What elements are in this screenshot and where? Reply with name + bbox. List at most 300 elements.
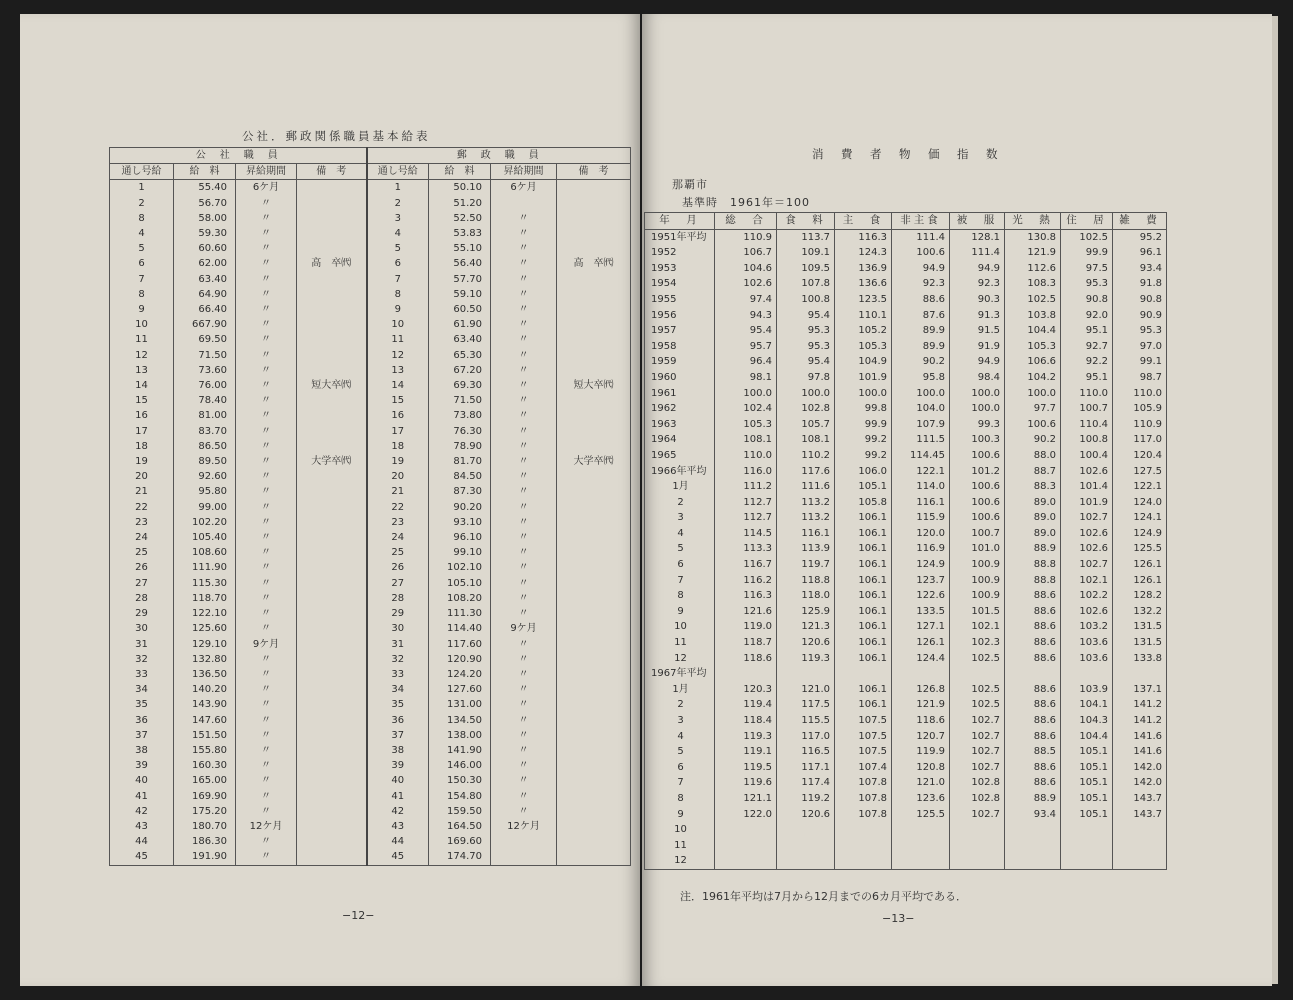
- cpi-value-cell: 102.7: [950, 760, 1005, 776]
- cpi-value-cell: 120.6: [777, 635, 835, 651]
- salary-cell: 21: [367, 484, 429, 499]
- salary-cell: [557, 530, 631, 545]
- salary-cell: [557, 439, 631, 454]
- table-row: [110, 697, 631, 712]
- cpi-value-cell: 91.8: [1113, 276, 1167, 292]
- salary-cell: 〃: [236, 439, 297, 454]
- cpi-value-cell: 108.3: [1005, 276, 1061, 292]
- cpi-value-cell: 111.6: [777, 479, 835, 495]
- cpi-value-cell: 107.5: [835, 729, 892, 745]
- salary-cell: 〃: [236, 348, 297, 363]
- salary-cell: [297, 241, 367, 256]
- table-row: [110, 500, 631, 515]
- salary-cell: 〃: [236, 469, 297, 484]
- salary-cell: 〃: [491, 226, 557, 241]
- table-row: [110, 606, 631, 621]
- cpi-value-cell: 132.2: [1113, 604, 1167, 620]
- salary-cell: 102.20: [174, 515, 236, 530]
- cpi-table-title: 消 費 者 物 価 指 数: [812, 147, 1001, 161]
- cpi-period-cell: 3: [645, 713, 715, 729]
- cpi-period-cell: 1957: [645, 323, 715, 339]
- salary-cell: 58.00: [174, 211, 236, 226]
- salary-cell: 59.10: [429, 287, 491, 302]
- cpi-value-cell: 112.6: [1005, 261, 1061, 277]
- table-row: [110, 637, 631, 652]
- cpi-value-cell: 119.4: [715, 697, 777, 713]
- cpi-period-cell: 4: [645, 526, 715, 542]
- salary-cell: 〃: [236, 500, 297, 515]
- cpi-value-cell: 96.4: [715, 354, 777, 370]
- cpi-value-cell: 116.0: [715, 464, 777, 480]
- salary-cell: 66.40: [174, 302, 236, 317]
- table-row: [645, 604, 1167, 620]
- cpi-value-cell: 101.0: [950, 541, 1005, 557]
- cpi-value-cell: 104.1: [1061, 697, 1113, 713]
- salary-cell: 〃: [491, 348, 557, 363]
- table-row: [645, 682, 1167, 698]
- salary-cell: [557, 363, 631, 378]
- cpi-value-cell: 103.2: [1061, 619, 1113, 635]
- cpi-value-cell: 122.1: [1113, 479, 1167, 495]
- salary-cell: 83.70: [174, 424, 236, 439]
- salary-cell: 26: [367, 560, 429, 575]
- table-row: [110, 804, 631, 819]
- cpi-value-cell: 99.2: [835, 448, 892, 464]
- cpi-value-cell: 88.6: [1005, 697, 1061, 713]
- cpi-period-cell: 8: [645, 588, 715, 604]
- left-page: [20, 14, 640, 986]
- salary-cell: 19: [367, 454, 429, 469]
- cpi-value-cell: 95.7: [715, 339, 777, 355]
- table-row: [645, 697, 1167, 713]
- salary-cell: 9ケ月: [236, 637, 297, 652]
- cpi-value-cell: 107.8: [835, 775, 892, 791]
- cpi-column-header-row: [645, 213, 1167, 230]
- salary-cell: [297, 348, 367, 363]
- salary-cell: [557, 591, 631, 606]
- salary-cell: [297, 484, 367, 499]
- salary-cell: 38: [110, 743, 174, 758]
- salary-cell: 92.60: [174, 469, 236, 484]
- right-page: [642, 14, 1272, 986]
- table-row: [645, 261, 1167, 277]
- table-row: [110, 530, 631, 545]
- salary-cell: 51.20: [429, 196, 491, 211]
- cpi-value-cell: [1113, 666, 1167, 682]
- table-row: [110, 302, 631, 317]
- cpi-value-cell: 101.4: [1061, 479, 1113, 495]
- salary-cell: 17: [110, 424, 174, 439]
- cpi-value-cell: 88.6: [1005, 635, 1061, 651]
- salary-cell: 89.50: [174, 454, 236, 469]
- cpi-value-cell: 90.8: [1113, 292, 1167, 308]
- cpi-value-cell: 116.2: [715, 573, 777, 589]
- cpi-value-cell: 88.6: [1005, 729, 1061, 745]
- table-row: [110, 713, 631, 728]
- salary-cell: 〃: [236, 697, 297, 712]
- base-year-label: 基準時 1961年＝100: [682, 196, 810, 209]
- salary-cell: 78.40: [174, 393, 236, 408]
- cpi-value-cell: 92.0: [1061, 308, 1113, 324]
- salary-cell: [557, 226, 631, 241]
- cpi-value-cell: 106.1: [835, 573, 892, 589]
- table-row: [645, 760, 1167, 776]
- salary-cell: 〃: [236, 287, 297, 302]
- cpi-value-cell: [1061, 838, 1113, 854]
- cpi-value-cell: 107.4: [835, 760, 892, 776]
- cpi-value-cell: 100.7: [950, 526, 1005, 542]
- cpi-value-cell: 106.1: [835, 635, 892, 651]
- cpi-value-cell: 105.7: [777, 417, 835, 433]
- cpi-value-cell: 102.4: [715, 401, 777, 417]
- cpi-value-cell: 115.5: [777, 713, 835, 729]
- salary-cell: 180.70: [174, 819, 236, 834]
- salary-cell: [297, 332, 367, 347]
- cpi-value-cell: 88.3: [1005, 479, 1061, 495]
- salary-cell: 15: [110, 393, 174, 408]
- cpi-value-cell: 91.5: [950, 323, 1005, 339]
- table-row: [645, 838, 1167, 854]
- salary-cell: 6: [367, 256, 429, 271]
- table-row: [110, 454, 631, 469]
- salary-cell: 〃: [491, 591, 557, 606]
- cpi-value-cell: [950, 853, 1005, 869]
- salary-cell: 138.00: [429, 728, 491, 743]
- cpi-value-cell: 114.0: [892, 479, 950, 495]
- cpi-value-cell: [892, 838, 950, 854]
- city-label: 那覇市: [672, 178, 708, 191]
- salary-cell: 36: [110, 713, 174, 728]
- cpi-value-cell: 94.3: [715, 308, 777, 324]
- salary-cell: [297, 652, 367, 667]
- cpi-value-cell: 100.3: [950, 432, 1005, 448]
- cpi-value-cell: 92.3: [892, 276, 950, 292]
- salary-cell: 45: [110, 849, 174, 865]
- cpi-value-cell: 118.8: [777, 573, 835, 589]
- salary-cell: 146.00: [429, 758, 491, 773]
- salary-cell: [491, 849, 557, 865]
- salary-cell: [557, 743, 631, 758]
- salary-cell: 高 卒㈹: [297, 256, 367, 271]
- cpi-period-cell: 2: [645, 697, 715, 713]
- cpi-value-cell: 105.1: [1061, 744, 1113, 760]
- cpi-value-cell: 94.9: [950, 261, 1005, 277]
- salary-cell: 76.30: [429, 424, 491, 439]
- cpi-value-cell: [835, 822, 892, 838]
- cpi-value-cell: 89.9: [892, 323, 950, 339]
- salary-cell: 〃: [491, 393, 557, 408]
- table-row: [110, 773, 631, 788]
- salary-cell: 175.20: [174, 804, 236, 819]
- salary-cell: 〃: [236, 363, 297, 378]
- cpi-value-cell: 119.3: [777, 651, 835, 667]
- table-row: [645, 370, 1167, 386]
- salary-cell: 4: [367, 226, 429, 241]
- salary-cell: [297, 211, 367, 226]
- cpi-value-cell: 102.5: [950, 682, 1005, 698]
- cpi-value-cell: 141.2: [1113, 697, 1167, 713]
- cpi-value-cell: 119.2: [777, 791, 835, 807]
- salary-cell: 1: [367, 180, 429, 196]
- cpi-value-cell: 95.4: [777, 354, 835, 370]
- cpi-value-cell: 133.8: [1113, 651, 1167, 667]
- cpi-value-cell: 102.5: [950, 651, 1005, 667]
- salary-cell: 〃: [236, 758, 297, 773]
- cpi-value-cell: 105.1: [1061, 775, 1113, 791]
- salary-cell: [297, 576, 367, 591]
- table-row: [645, 853, 1167, 869]
- cpi-value-cell: 88.9: [1005, 541, 1061, 557]
- cpi-value-cell: 122.6: [892, 588, 950, 604]
- salary-cell: [297, 196, 367, 211]
- salary-cell: 105.40: [174, 530, 236, 545]
- cpi-period-cell: 10: [645, 822, 715, 838]
- cpi-period-cell: 11: [645, 838, 715, 854]
- cpi-value-cell: 131.5: [1113, 635, 1167, 651]
- cpi-value-cell: 102.5: [1061, 229, 1113, 245]
- cpi-value-cell: 125.5: [892, 807, 950, 823]
- salary-cell: [557, 545, 631, 560]
- salary-cell: 57.70: [429, 272, 491, 287]
- cpi-value-cell: 110.0: [1113, 386, 1167, 402]
- salary-cell: 33: [110, 667, 174, 682]
- cpi-value-cell: 105.3: [1005, 339, 1061, 355]
- salary-cell: [297, 408, 367, 423]
- salary-cell: 〃: [236, 332, 297, 347]
- cpi-value-cell: 109.1: [777, 245, 835, 261]
- salary-cell: 41: [110, 789, 174, 804]
- cpi-table-body: [645, 229, 1167, 869]
- cpi-value-cell: 90.3: [950, 292, 1005, 308]
- table-row: [110, 652, 631, 667]
- salary-cell: [557, 408, 631, 423]
- cpi-value-cell: 88.9: [1005, 791, 1061, 807]
- cpi-value-cell: 103.8: [1005, 308, 1061, 324]
- salary-cell: 134.50: [429, 713, 491, 728]
- salary-cell: 12ケ月: [491, 819, 557, 834]
- cpi-value-cell: 95.8: [892, 370, 950, 386]
- table-row: [110, 591, 631, 606]
- salary-cell: 141.90: [429, 743, 491, 758]
- table-row: [110, 728, 631, 743]
- cpi-value-cell: 100.0: [1005, 386, 1061, 402]
- table-row: [110, 758, 631, 773]
- salary-cell: [557, 348, 631, 363]
- salary-cell: [297, 393, 367, 408]
- table-row: [110, 743, 631, 758]
- salary-cell: 78.90: [429, 439, 491, 454]
- cpi-value-cell: 110.0: [1061, 386, 1113, 402]
- salary-cell: 60.50: [429, 302, 491, 317]
- cpi-value-cell: 105.9: [1113, 401, 1167, 417]
- salary-cell: [557, 393, 631, 408]
- salary-cell: 43: [367, 819, 429, 834]
- salary-col-header: 備 考: [557, 164, 631, 180]
- salary-cell: 〃: [236, 834, 297, 849]
- table-row: [645, 386, 1167, 402]
- cpi-value-cell: 106.1: [835, 588, 892, 604]
- salary-cell: 〃: [491, 758, 557, 773]
- cpi-value-cell: [777, 838, 835, 854]
- salary-cell: [557, 606, 631, 621]
- salary-cell: 9ケ月: [491, 621, 557, 636]
- salary-cell: 127.60: [429, 682, 491, 697]
- cpi-value-cell: 116.1: [777, 526, 835, 542]
- page-number-left: −12−: [342, 909, 375, 922]
- cpi-value-cell: 106.1: [835, 541, 892, 557]
- table-row: [645, 323, 1167, 339]
- cpi-period-cell: 1952: [645, 245, 715, 261]
- salary-cell: [297, 469, 367, 484]
- cpi-period-cell: 1月: [645, 682, 715, 698]
- table-row: [645, 791, 1167, 807]
- cpi-value-cell: 104.9: [835, 354, 892, 370]
- cpi-value-cell: 99.3: [950, 417, 1005, 433]
- cpi-value-cell: 106.1: [835, 651, 892, 667]
- table-row: [645, 713, 1167, 729]
- salary-cell: 38: [367, 743, 429, 758]
- cpi-value-cell: 99.2: [835, 432, 892, 448]
- salary-cell: 26: [110, 560, 174, 575]
- salary-cell: [557, 758, 631, 773]
- salary-cell: 2: [110, 196, 174, 211]
- salary-cell: 〃: [491, 317, 557, 332]
- salary-cell: 28: [367, 591, 429, 606]
- cpi-value-cell: 88.8: [1005, 557, 1061, 573]
- cpi-value-cell: 105.8: [835, 495, 892, 511]
- salary-cell: 〃: [491, 667, 557, 682]
- cpi-value-cell: 131.5: [1113, 619, 1167, 635]
- salary-cell: 8: [110, 287, 174, 302]
- table-row: [645, 619, 1167, 635]
- salary-cell: 4: [110, 226, 174, 241]
- cpi-value-cell: [1005, 666, 1061, 682]
- cpi-value-cell: 104.3: [1061, 713, 1113, 729]
- salary-cell: [557, 500, 631, 515]
- cpi-value-cell: 142.0: [1113, 760, 1167, 776]
- salary-cell: [557, 804, 631, 819]
- salary-cell: 〃: [491, 211, 557, 226]
- salary-cell: 〃: [236, 591, 297, 606]
- cpi-value-cell: 88.6: [1005, 604, 1061, 620]
- salary-cell: 69.50: [174, 332, 236, 347]
- cpi-value-cell: 101.9: [835, 370, 892, 386]
- salary-cell: 71.50: [174, 348, 236, 363]
- cpi-value-cell: 118.6: [715, 651, 777, 667]
- cpi-value-cell: 127.1: [892, 619, 950, 635]
- salary-cell: [297, 363, 367, 378]
- table-row: [645, 432, 1167, 448]
- cpi-value-cell: 142.0: [1113, 775, 1167, 791]
- table-row: [110, 226, 631, 241]
- table-row: [110, 196, 631, 211]
- salary-cell: 6ケ月: [491, 180, 557, 196]
- salary-cell: 81.00: [174, 408, 236, 423]
- cpi-value-cell: [950, 838, 1005, 854]
- salary-cell: [557, 211, 631, 226]
- cpi-value-cell: 136.9: [835, 261, 892, 277]
- salary-cell: 39: [367, 758, 429, 773]
- cpi-value-cell: 97.7: [1005, 401, 1061, 417]
- salary-cell: 114.40: [429, 621, 491, 636]
- salary-cell: [557, 196, 631, 211]
- cpi-value-cell: 98.7: [1113, 370, 1167, 386]
- cpi-period-cell: 1967年平均: [645, 666, 715, 682]
- table-row: [645, 401, 1167, 417]
- salary-cell: 41: [367, 789, 429, 804]
- cpi-value-cell: 90.2: [1005, 432, 1061, 448]
- salary-cell: [297, 682, 367, 697]
- cpi-value-cell: 104.0: [892, 401, 950, 417]
- cpi-period-cell: 2: [645, 495, 715, 511]
- cpi-value-cell: 117.5: [777, 697, 835, 713]
- salary-cell: 〃: [491, 272, 557, 287]
- cpi-value-cell: 143.7: [1113, 791, 1167, 807]
- cpi-value-cell: 104.4: [1005, 323, 1061, 339]
- cpi-period-cell: 1960: [645, 370, 715, 386]
- salary-cell: 〃: [236, 241, 297, 256]
- cpi-value-cell: 116.1: [892, 495, 950, 511]
- cpi-value-cell: 105.1: [1061, 807, 1113, 823]
- salary-cell: [557, 515, 631, 530]
- salary-cell: 59.30: [174, 226, 236, 241]
- salary-cell: [557, 272, 631, 287]
- cpi-value-cell: 117.6: [777, 464, 835, 480]
- cpi-value-cell: 102.5: [950, 697, 1005, 713]
- table-row: [645, 495, 1167, 511]
- cpi-period-cell: 1958: [645, 339, 715, 355]
- salary-cell: [557, 697, 631, 712]
- group-header-postal: 郵 政 職 員: [367, 148, 631, 164]
- table-row: [110, 256, 631, 271]
- table-row: [110, 272, 631, 287]
- salary-cell: 高 卒㈹: [557, 256, 631, 271]
- salary-cell: 〃: [236, 317, 297, 332]
- cpi-value-cell: 102.7: [950, 729, 1005, 745]
- cpi-value-cell: 100.8: [777, 292, 835, 308]
- table-row: [110, 682, 631, 697]
- cpi-value-cell: 102.1: [1061, 573, 1113, 589]
- salary-cell: 〃: [236, 256, 297, 271]
- cpi-value-cell: [1061, 853, 1113, 869]
- cpi-value-cell: 118.4: [715, 713, 777, 729]
- cpi-table: [644, 212, 1167, 870]
- salary-cell: 105.10: [429, 576, 491, 591]
- salary-cell: [557, 849, 631, 865]
- salary-cell: 24: [367, 530, 429, 545]
- cpi-value-cell: 95.4: [715, 323, 777, 339]
- cpi-value-cell: 125.5: [1113, 541, 1167, 557]
- cpi-value-cell: 102.6: [1061, 541, 1113, 557]
- salary-cell: [557, 180, 631, 196]
- salary-cell: 〃: [491, 804, 557, 819]
- salary-cell: 34: [367, 682, 429, 697]
- salary-cell: 〃: [491, 606, 557, 621]
- salary-cell: 〃: [236, 789, 297, 804]
- cpi-value-cell: 121.9: [892, 697, 950, 713]
- cpi-value-cell: 92.2: [1061, 354, 1113, 370]
- salary-cell: 37: [110, 728, 174, 743]
- salary-cell: 147.60: [174, 713, 236, 728]
- salary-table-title: 公社．郵政関係職員基本給表: [242, 129, 431, 143]
- salary-cell: [557, 241, 631, 256]
- cpi-period-cell: 1964: [645, 432, 715, 448]
- cpi-value-cell: [715, 853, 777, 869]
- table-row: [645, 354, 1167, 370]
- cpi-period-cell: 1月: [645, 479, 715, 495]
- cpi-value-cell: 130.8: [1005, 229, 1061, 245]
- cpi-value-cell: 88.0: [1005, 448, 1061, 464]
